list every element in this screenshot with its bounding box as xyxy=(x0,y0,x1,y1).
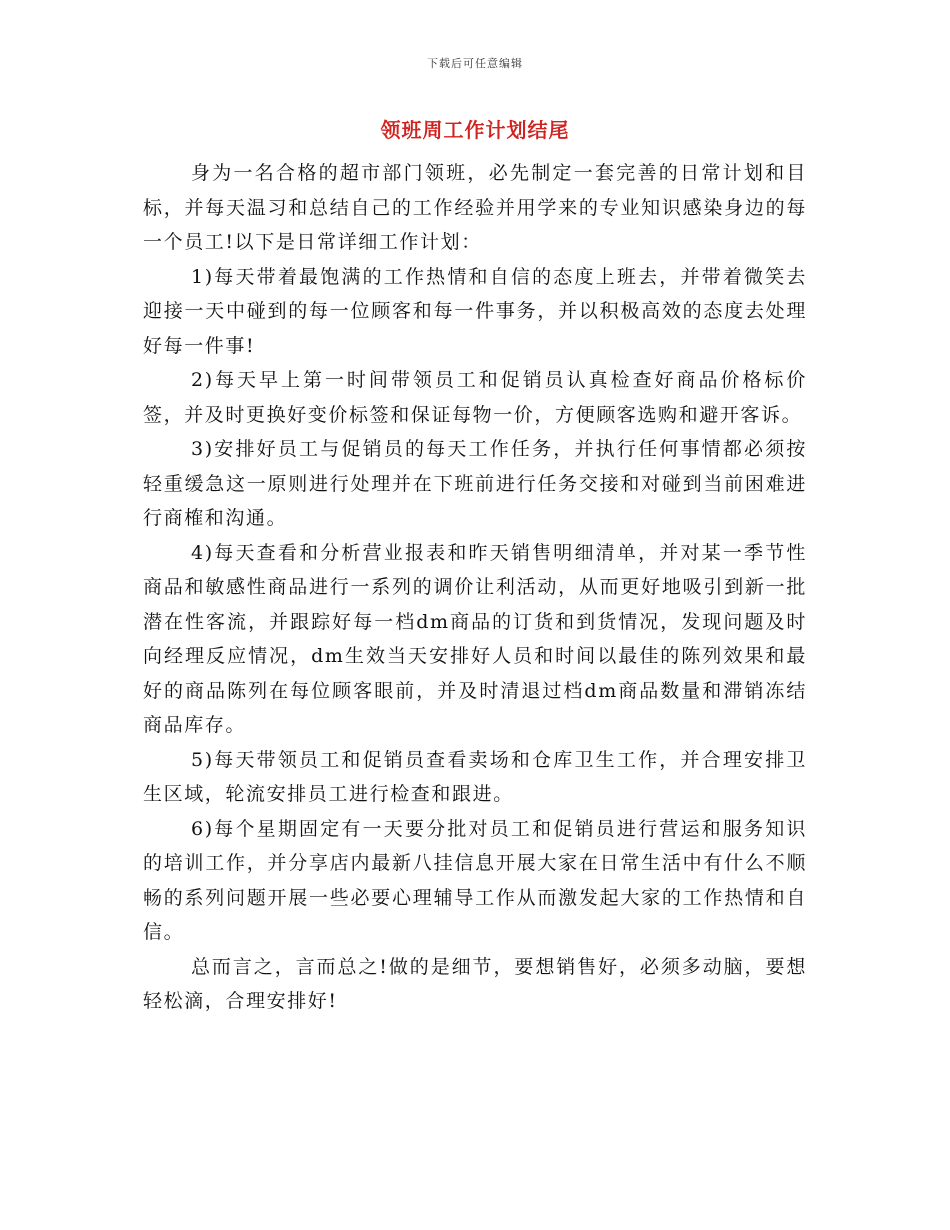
paragraph-intro: 身为一名合格的超市部门领班，必先制定一套完善的日常计划和目标，并每天温习和总结自己的工作经验并用学来的专业知识感染身边的每一个员工!以下是日常详细工作计划： xyxy=(143,162,807,253)
paragraph-item-1: 1)每天带着最饱满的工作热情和自信的态度上班去，并带着微笑去迎接一天中碰到的每一位顾客和每一件事务，并以积极高效的态度去处理好每一件事! xyxy=(143,265,807,357)
paragraph-item-5: 5)每天带领员工和促销员查看卖场和仓库卫生工作，并合理安排卫生区域，轮流安排员工进行检查和跟进。 xyxy=(143,748,807,805)
paragraph-item-4: 4)每天查看和分析营业报表和昨天销售明细清单，并对某一季节性商品和敏感性商品进行一系列的调价让利活动，从而更好地吸引到新一批潜在性客流，并跟踪好每一档dm商品的订货和到货情况，发现问题及时向经理反应情况，dm生效当天安排好人员和时间以最佳的陈列效果和最好的商品陈列在每位顾客眼前，并及时清退过档dm商品数量和滞销冻结商品库存。 xyxy=(143,541,807,736)
paragraph-item-6: 6)每个星期固定有一天要分批对员工和促销员进行营运和服务知识的培训工作，并分享店内最新八挂信息开展大家在日常生活中有什么不顺畅的系列问题开展一些必要心理辅导工作从而激发起大家的工作热情和自信。 xyxy=(143,817,807,943)
header-note: 下载后可任意编辑 xyxy=(427,57,523,70)
paragraph-item-2: 2)每天早上第一时间带领员工和促销员认真检查好商品价格标价签，并及时更换好变价标签和保证每物一价，方便顾客选购和避开客诉。 xyxy=(143,369,807,426)
paragraph-item-3: 3)安排好员工与促销员的每天工作任务，并执行任何事情都必须按轻重缓急这一原则进行处理并在下班前进行任务交接和对碰到当前困难进行商榷和沟通。 xyxy=(143,438,807,529)
document-title: 领班周工作计划结尾 xyxy=(380,118,570,142)
document-body xyxy=(143,156,807,1019)
paragraph-conclusion: 总而言之，言而总之!做的是细节，要想销售好，必须多动脑，要想轻松滴，合理安排好! xyxy=(143,955,807,1012)
